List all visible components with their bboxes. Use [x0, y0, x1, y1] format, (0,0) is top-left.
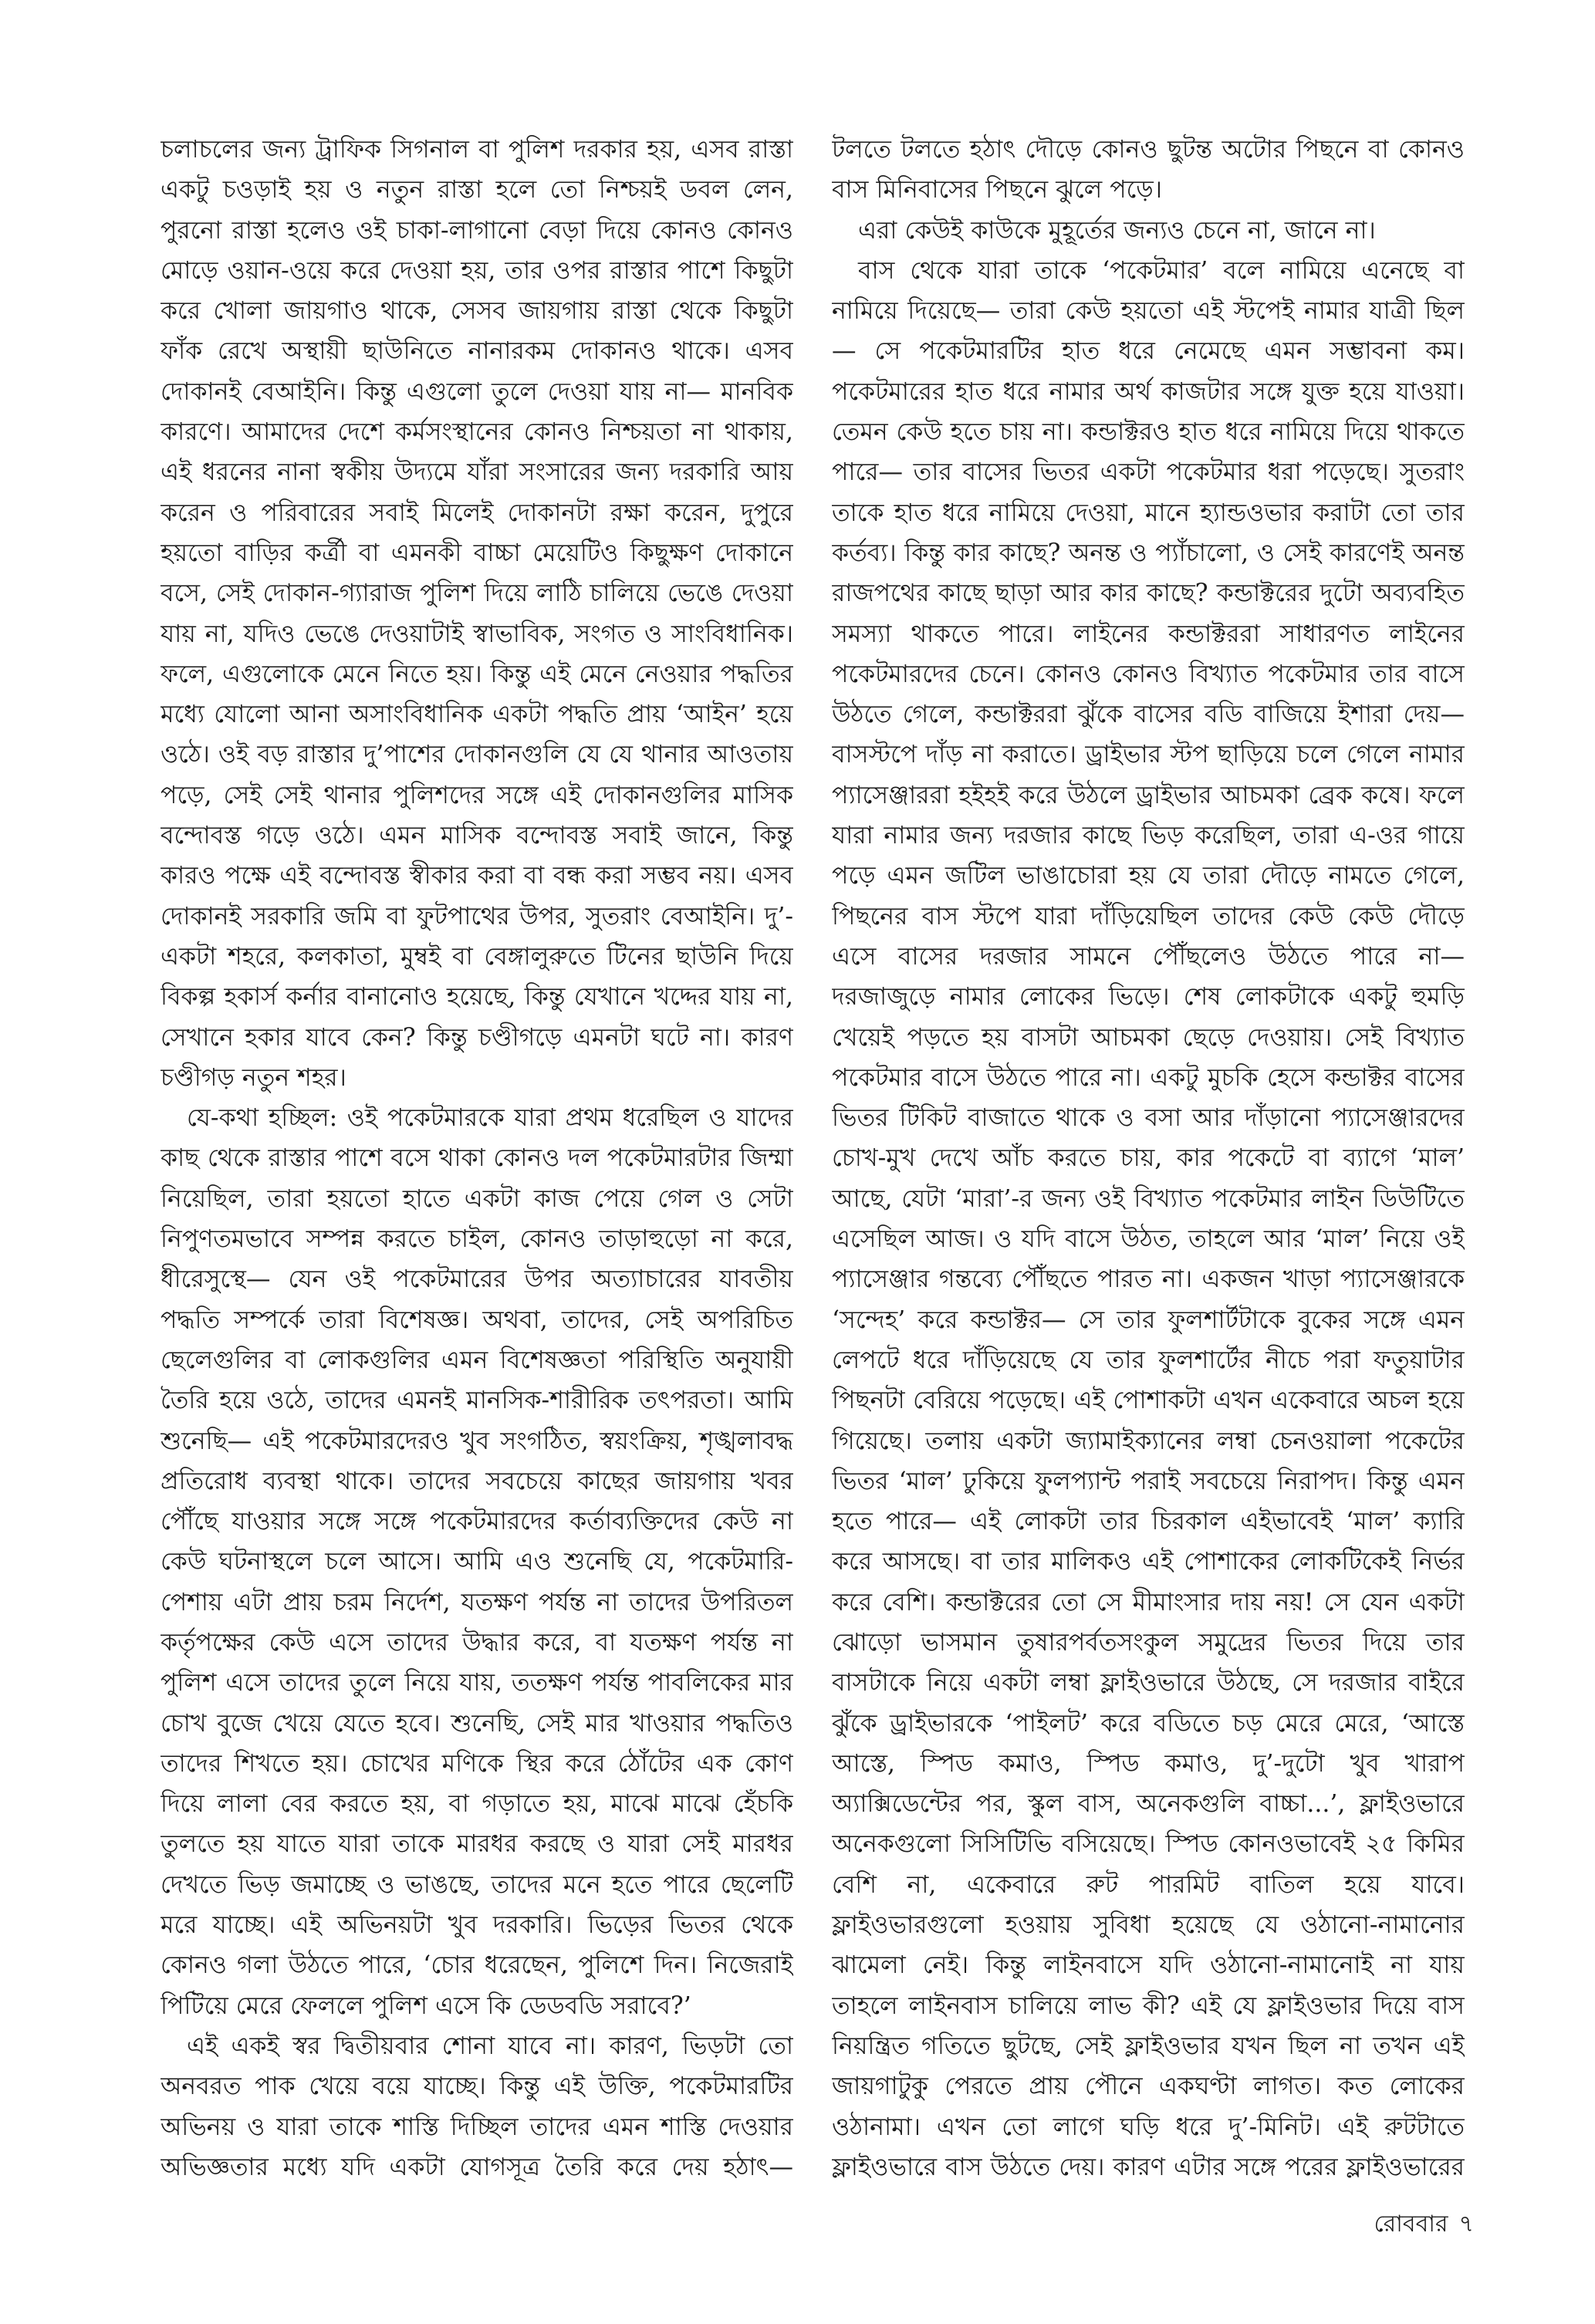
article-paragraph: যে-কথা হচ্ছিল: ওই পকেটমারকে যারা প্রথম ধরেছিল ও যাদের কাছ থেকে রাস্তার পাশে বসে থাকা কোনও দল পকেটমারটার জিম্মা নিয়েছিল, তারা হয়তো হাতে একটা কাজ পেয়ে গেল ও সেটা নিপুণতমভাবে সম্পন্ন করতে চাইল, কোনও তাড়াহুড়ো না করে, ধীরেসুস্থে— যেন ওই পকেটমারের উপর অত্যাচারের যাবতীয় পদ্ধতি সম্পর্কে তারা বিশেষজ্ঞ। অথবা, তাদের, সেই অপরিচিত ছেলেগুলির বা লোকগুলির এমন বিশেষজ্ঞতা পরিস্থিতি অনুযায়ী তৈরি হয়ে ওঠে, তাদের এমনই মানসিক-শারীরিক তৎপরতা। আমি শুনেছি— এই পকেটমারদেরও খুব সংগঠিত, স্বয়ংক্রিয়, শৃঙ্খলাবদ্ধ প্রতিরোধ ব্যবস্থা থাকে। তাদের সবচেয়ে কাছের জায়গায় খবর পৌঁছে যাওয়ার সঙ্গে সঙ্গে পকেটমারদের কর্তাব্যক্তিদের কেউ না কেউ ঘটনাস্থলে চলে আসে। আমি এও শুনেছি যে, পকেটমারি-পেশায় এটা প্রায় চরম নির্দেশ, যতক্ষণ পর্যন্ত না তাদের উপরিতল কর্তৃপক্ষের কেউ এসে তাদের উদ্ধার করে, বা যতক্ষণ পর্যন্ত না পুলিশ এসে তাদের তুলে নিয়ে যায়, ততক্ষণ পর্যন্ত পাবলিকের মার চোখ বুজে খেয়ে যেতে হবে। শুনেছি, সেই মার খাওয়ার পদ্ধতিও তাদের শিখতে হয়। চোখের মণিকে স্থির করে ঠোঁটের এক কোণ দিয়ে লালা বের করতে হয়, বা গড়াতে হয়, মাঝে মাঝে হেঁচকি তুলতে হয় যাতে যারা তাকে মারধর করছে ও যারা সেই মারধর দেখতে ভিড় জমাচ্ছে ও ভাঙছে, তাদের মনে হতে পারে ছেলেটি মরে যাচ্ছে। এই অভিনয়টা খুব দরকারি। ভিড়ের ভিতর থেকে কোনও গলা উঠতে পারে, ‘চোর ধরেছেন, পুলিশে দিন। নিজেরাই পিটিয়ে মেরে ফেললে পুলিশ এসে কি ডেডবডি সরাবে?’	[161, 1104, 793, 2020]
page-footer	[1235, 2205, 1474, 2245]
article-paragraph: টলতে টলতে হঠাৎ দৌড়ে কোনও ছুটন্ত অটোর পিছনে বা কোনও বাস মিনিবাসের পিছনে ঝুলে পড়ে।	[832, 136, 1465, 204]
article-paragraph: চলাচলের জন্য ট্রাফিক সিগনাল বা পুলিশ দরকার হয়, এসব রাস্তা একটু চওড়াই হয় ও নতুন রাস্তা হলে তো নিশ্চয়ই ডবল লেন, পুরনো রাস্তা হলেও ওই চাকা-লাগানো বেড়া দিয়ে কোনও কোনও মোড়ে ওয়ান-ওয়ে করে দেওয়া হয়, তার ওপর রাস্তার পাশে কিছুটা করে খোলা জায়গাও থাকে, সেসব জায়গায় রাস্তা থেকে কিছুটা ফাঁক রেখে অস্থায়ী ছাউনিতে নানারকম দোকানও থাকে। এসব দোকানই বেআইনি। কিন্তু এগুলো তুলে দেওয়া যায় না— মানবিক কারণে। আমাদের দেশে কর্মসংস্থানের কোনও নিশ্চয়তা না থাকায়, এই ধরনের নানা স্বকীয় উদ্যমে যাঁরা সংসারের জন্য দরকারি আয় করেন ও পরিবারের সবাই মিলেই দোকানটা রক্ষা করেন, দুপুরে হয়তো বাড়ির কর্ত্রী বা এমনকী বাচ্চা মেয়েটিও কিছুক্ষণ দোকানে বসে, সেই দোকান-গ্যারাজ পুলিশ দিয়ে লাঠি চালিয়ে ভেঙে দেওয়া যায় না, যদিও ভেঙে দেওয়াটাই স্বাভাবিক, সংগত ও সাংবিধানিক। ফলে, এগুলোকে মেনে নিতে হয়। কিন্তু এই মেনে নেওয়ার পদ্ধতির মধ্যে যোলো আনা অসাংবিধানিক একটা পদ্ধতি প্রায় ‘আইন’ হয়ে ওঠে। ওই বড় রাস্তার দু’পাশের দোকানগুলি যে যে থানার আওতায় পড়ে, সেই সেই থানার পুলিশদের সঙ্গে এই দোকানগুলির মাসিক বন্দোবস্ত গড়ে ওঠে। এমন মাসিক বন্দোবস্ত সবাই জানে, কিন্তু কারও পক্ষে এই বন্দোবস্ত স্বীকার করা বা বন্ধ করা সম্ভব নয়। এসব দোকানই সরকারি জমি বা ফুটপাথের উপর, সুতরাং বেআইনি। দু’-একটা শহরে, কলকাতা, মুম্বই বা বেঙ্গালুরুতে টিনের ছাউনি দিয়ে বিকল্প হকার্স কর্নার বানানোও হয়েছে, কিন্তু যেখানে খদ্দের যায় না, সেখানে হকার যাবে কেন? কিন্তু চণ্ডীগড়ে এমনটা ঘটে না। কারণ চণ্ডীগড় নতুন শহর।	[161, 136, 793, 1092]
article-column-left	[161, 130, 793, 2182]
article-paragraph: বাস থেকে যারা তাকে ‘পকেটমার’ বলে নামিয়ে এনেছে বা নামিয়ে দিয়েছে— তারা কেউ হয়তো এই স্টপেই নামার যাত্রী ছিল— সে পকেটমারটির হাত ধরে নেমেছে এমন সম্ভাবনা কম। পকেটমারের হাত ধরে নামার অর্থ কাজটার সঙ্গে যুক্ত হয়ে যাওয়া। তেমন কেউ হতে চায় না। কন্ডাক্টরও হাত ধরে নামিয়ে দিয়ে থাকতে পারে— তার বাসের ভিতর একটা পকেটমার ধরা পড়েছে। সুতরাং তাকে হাত ধরে নামিয়ে দেওয়া, মানে হ্যান্ডওভার করাটা তো তার কর্তব্য। কিন্তু কার কাছে? অনন্ত ও প্যাঁচালো, ও সেই কারণেই অনন্ত রাজপথের কাছে ছাড়া আর কার কাছে? কন্ডাক্টরের দুটো অব্যবহিত সমস্যা থাকতে পারে। লাইনের কন্ডাক্টররা সাধারণত লাইনের পকেটমারদের চেনে। কোনও কোনও বিখ্যাত পকেটমার তার বাসে উঠতে গেলে, কন্ডাক্টররা ঝুঁকে বাসের বডি বাজিয়ে ইশারা দেয়— বাসস্টপে দাঁড় না করাতে। ড্রাইভার স্টপ ছাড়িয়ে চলে গেলে নামার প্যাসেঞ্জাররা হইহই করে উঠলে ড্রাইভার আচমকা ব্রেক কষে। ফলে যারা নামার জন্য দরজার কাছে ভিড় করেছিল, তারা এ-ওর গায়ে পড়ে এমন জটিল ভাঙাচোরা হয় যে তারা দৌড়ে নামতে গেলে, পিছনের বাস স্টপে যারা দাঁড়িয়েছিল তাদের কেউ কেউ দৌড়ে এসে বাসের দরজার সামনে পৌঁছলেও উঠতে পারে না— দরজাজুড়ে নামার লোকের ভিড়ে। শেষ লোকটাকে একটু হুমড়ি খেয়েই পড়তে হয় বাসটা আচমকা ছেড়ে দেওয়ায়। সেই বিখ্যাত পকেটমার বাসে উঠতে পারে না। একটু মুচকি হেসে কন্ডাক্টর বাসের ভিতর টিকিট বাজাতে থাকে ও বসা আর দাঁড়ানো প্যাসেঞ্জারদের চোখ-মুখ দেখে আঁচ করতে চায়, কার পকেটে বা ব্যাগে ‘মাল’ আছে, যেটা ‘মারা’-র জন্য ওই বিখ্যাত পকেটমার লাইন ডিউটিতে এসেছিল আজ। ও যদি বাসে উঠত, তাহলে আর ‘মাল’ নিয়ে ওই প্যাসেঞ্জার গন্তব্যে পৌঁছতে পারত না। একজন খাড়া প্যাসেঞ্জারকে ‘সন্দেহ’ করে কন্ডাক্টর— সে তার ফুলশার্টটাকে বুকের সঙ্গে এমন লেপটে ধরে দাঁড়িয়েছে যে তার ফুলশার্টের নীচে পরা ফতুয়াটার পিছনটা বেরিয়ে পড়েছে। এই পোশাকটা এখন একেবারে অচল হয়ে গিয়েছে। তলায় একটা জ্যামাইক্যানের লম্বা চেনওয়ালা পকেটের ভিতর ‘মাল’ ঢুকিয়ে ফুলপ্যান্ট পরাই সবচেয়ে নিরাপদ। কিন্তু এমন হতে পারে— এই লোকটা তার চিরকাল এইভাবেই ‘মাল’ ক্যারি করে আসছে। বা তার মালিকও এই পোশাকের লোকটিকেই নির্ভর করে বেশি। কন্ডাক্টরের তো সে মীমাংসার দায় নয়! সে যেন একটা ঝোড়ো ভাসমান তুষারপর্বতসংকুল সমুদ্রের ভিতর দিয়ে তার বাসটাকে নিয়ে একটা লম্বা ফ্লাইওভারে উঠছে, সে দরজার বাইরে ঝুঁকে ড্রাইভারকে ‘পাইলট’ করে বডিতে চড় মেরে মেরে, ‘আস্তে আস্তে, স্পিড কমাও, স্পিড কমাও, দু’-দুটো খুব খারাপ অ্যাক্সিডেন্টের পর, স্কুল বাস, অনেকগুলি বাচ্চা...’, ফ্লাইওভারে অনেকগুলো সিসিটিভি বসিয়েছে। স্পিড কোনওভাবেই ২৫ কিমির বেশি না, একেবারে রুট পারমিট বাতিল হয়ে যাবে। ফ্লাইওভারগুলো হওয়ায় সুবিধা হয়েছে যে ওঠানো-নামানোর ঝামেলা নেই। কিন্তু লাইনবাসে যদি ওঠানো-নামানোই না যায় তাহলে লাইনবাস চালিয়ে লাভ কী? এই যে ফ্লাইওভার দিয়ে বাস নিয়ন্ত্রিত গতিতে ছুটছে, সেই ফ্লাইওভার যখন ছিল না তখন এই জায়গাটুকু পেরতে প্রায় পৌনে একঘণ্টা লাগত। কত লোকের ওঠানামা। এখন তো লাগে ঘড়ি ধরে দু’-মিনিট। এই রুটটাতে ফ্লাইওভারে বাস উঠতে দেয়। কারণ এটার সঙ্গে পরের ফ্লাইওভারের	[832, 256, 1465, 2181]
article-column-right	[832, 130, 1465, 2182]
article-paragraph: এই একই স্বর দ্বিতীয়বার শোনা যাবে না। কারণ, ভিড়টা তো অনবরত পাক খেয়ে বয়ে যাচ্ছে। কিন্তু এই উক্তি, পকেটমারটির অভিনয় ও যারা তাকে শাস্তি দিচ্ছিল তাদের এমন শাস্তি দেওয়ার অভিজ্ঞতার মধ্যে যদি একটা যোগসূত্র তৈরি করে দেয় হঠাৎ—	[161, 2032, 793, 2181]
magazine-name: রোববার	[1374, 2211, 1448, 2238]
page-number: ৭	[1458, 2211, 1474, 2238]
article-paragraph: এরা কেউই কাউকে মুহূর্তের জন্যও চেনে না, জানে না।	[858, 216, 1376, 245]
